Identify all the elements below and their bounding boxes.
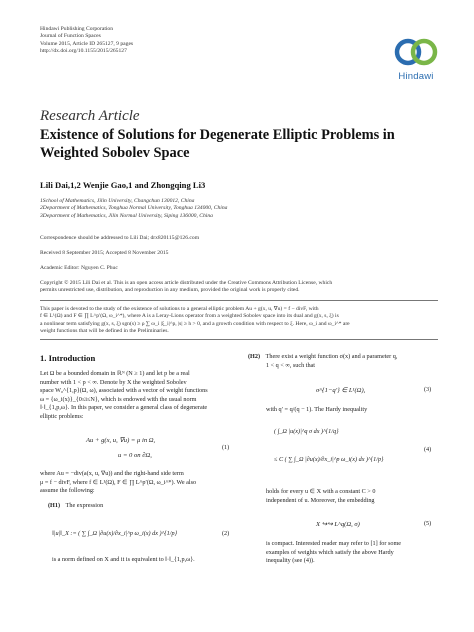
text-line: independent of u. Moreover, the embedding [266, 496, 375, 504]
equation-3-number: (3) [424, 386, 432, 393]
title-line-1: Existence of Solutions for Degenerate Elliptic Problems in [40, 127, 395, 143]
affiliation-3: 3Department of Mathematics, Jilin Normal University, Siping 136000, China [40, 212, 213, 219]
h2-label: (H2) [248, 353, 261, 360]
academic-editor: Academic Editor: Nguyen C. Phuc [40, 265, 118, 271]
affiliation-2: 2Department of Mathematics, Tonghua Normal University, Tonghua 134000, China [40, 205, 228, 212]
equation-4a: ( ∫_Ω |u(x)|^q σ dx )^{1/q} [274, 428, 339, 435]
text-line: space W₀^{1,p}(Ω, ω), associated with a vector of weight functions [40, 387, 208, 395]
assumption-h2 [248, 353, 438, 370]
equation-2-number: (2) [222, 530, 230, 537]
text-line: Let Ω be a bounded domain in ℝᴺ (N ≥ 1) and let p be a real [40, 370, 190, 377]
publisher-name: Hindawi Publishing Corporation [40, 26, 114, 32]
equation-5-number: (5) [424, 520, 432, 527]
text-line: where Au = −div(a(x, u, ∇u)) and the right-hand side term [40, 470, 184, 477]
dates: Received 8 September 2015; Accepted 8 November 2015 [40, 250, 169, 256]
journal-header [40, 26, 133, 55]
intro-paragraph-1 [40, 370, 236, 422]
text-line: examples of weights which satisfy the above Hardy [266, 548, 394, 556]
author-list: Lili Dai,1,2 Wenjie Gao,1 and Zhongqing Li3 [40, 180, 206, 190]
text-line: holds for every u ∈ X with a constant C > 0 [266, 488, 376, 495]
h1-label: (H1) [48, 502, 61, 509]
hardy-intro: with q′ = q/(q − 1). The Hardy inequality [266, 406, 368, 413]
text-line: ‖·‖_{1,p,ω}. In this paper, we consider a general class of degenerate [40, 404, 208, 412]
article-kind: Research Article [40, 108, 140, 124]
text-line: μ = f − divF, where f ∈ L¹(Ω), F ∈ ∏ L^p′(Ω, ω_i^*). We also [40, 478, 197, 486]
h2-line-2: 1 < q < ∞, such that [266, 361, 316, 369]
equation-2: ‖|u|‖_X := ( ∑ ∫_Ω |∂u(x)/∂x_i|^p ω_i(x) dx )^{1/p} [52, 530, 178, 537]
abstract-line-1: This paper is devoted to the study of the existence of solutions to a general elliptic problem Au + g(x, u, ∇u) = f − divF, with [40, 306, 319, 312]
section-title: 1. Introduction [40, 353, 96, 363]
equation-1a: Au + g(x, u, ∇u) = μ in Ω, [86, 437, 156, 444]
h1-text: The expression [65, 502, 104, 509]
text-line: assume the following: [40, 487, 95, 495]
abstract-line-2: f ∈ L¹(Ω) and F ∈ ∏ L^p′(Ω, ω_i^*), where A is a Leray-Lions operator from a weighted Sobolev space into its dual and g(x, s, ξ) is [40, 313, 339, 320]
text-line: is compact. Interested reader may refer to [1] for some [266, 540, 402, 547]
text-line: number with 1 < p < ∞. Denote by X the weighted Sobolev [40, 378, 187, 386]
text-line: inequality (see (4)). [266, 557, 315, 565]
assumption-h1 [48, 502, 103, 511]
equation-4-number: (4) [424, 446, 432, 453]
volume-line: Volume 2015, Article ID 265127, 9 pages [40, 40, 134, 47]
abstract-line-4: weight functions that will be defined in the Preliminaries. [40, 328, 169, 335]
journal-name: Journal of Function Spaces [40, 33, 101, 40]
logo-text: Hindawi [398, 71, 434, 82]
affiliation-1: 1School of Mathematics, Jilin University, Changchun 130012, China [40, 198, 195, 204]
text-line: ω = {ω_i(x)}_{0≤i≤N}, which is endowed with the usual norm [40, 395, 197, 403]
intro-paragraph-2 [40, 470, 236, 496]
equation-4b: ≤ C ( ∑ ∫_Ω |∂u(x)/∂x_i|^p ω_i(x) dx )^{1/p} [274, 456, 384, 463]
title-line-2: Weighted Sobolev Space [40, 145, 190, 161]
copyright [40, 280, 438, 295]
doi-link[interactable]: http://dx.doi.org/10.1155/2015/265127 [40, 47, 127, 54]
text-line: elliptic problems: [40, 412, 84, 420]
abstract-line-3: a nonlinear term satisfying g(x, s, ξ) sgn(s) ≥ ρ ∑ ω_i |ξ_i|^p, |s| ≥ h > 0, and a growth condition with respect to ξ. Here, ω_i and ω_i^* are [40, 320, 350, 327]
affiliations [40, 198, 227, 220]
equation-1-number: (1) [222, 444, 230, 451]
equation-3: σ^{1−q′} ∈ L¹(Ω), [316, 387, 366, 394]
compact-paragraph [266, 540, 438, 566]
divider-top [40, 300, 438, 301]
copyright-line-2: permits unrestricted use, distribution, and reproduction in any medium, provided the original work is properly cited. [40, 287, 300, 294]
intro-paragraph-3: is a norm defined on X and it is equivalent to ‖·‖_{1,p,ω}. [52, 556, 195, 563]
article-title [40, 126, 440, 162]
correspondence: Correspondence should be addressed to Lili Dai; drx820115@126.com [40, 235, 200, 241]
h2-line-1: There exist a weight function σ(x) and a parameter q, [265, 353, 398, 360]
equation-5: X ↪↪ L^q(Ω, σ) [316, 521, 360, 528]
copyright-line-1: Copyright © 2015 Lili Dai et al. This is an open access article distributed under the Creative Commons Attribution License, which [40, 280, 333, 286]
equation-1b: u = 0 on ∂Ω, [118, 452, 152, 459]
abstract [40, 306, 438, 336]
hardy-paragraph [266, 488, 438, 505]
divider-bottom [40, 339, 438, 340]
